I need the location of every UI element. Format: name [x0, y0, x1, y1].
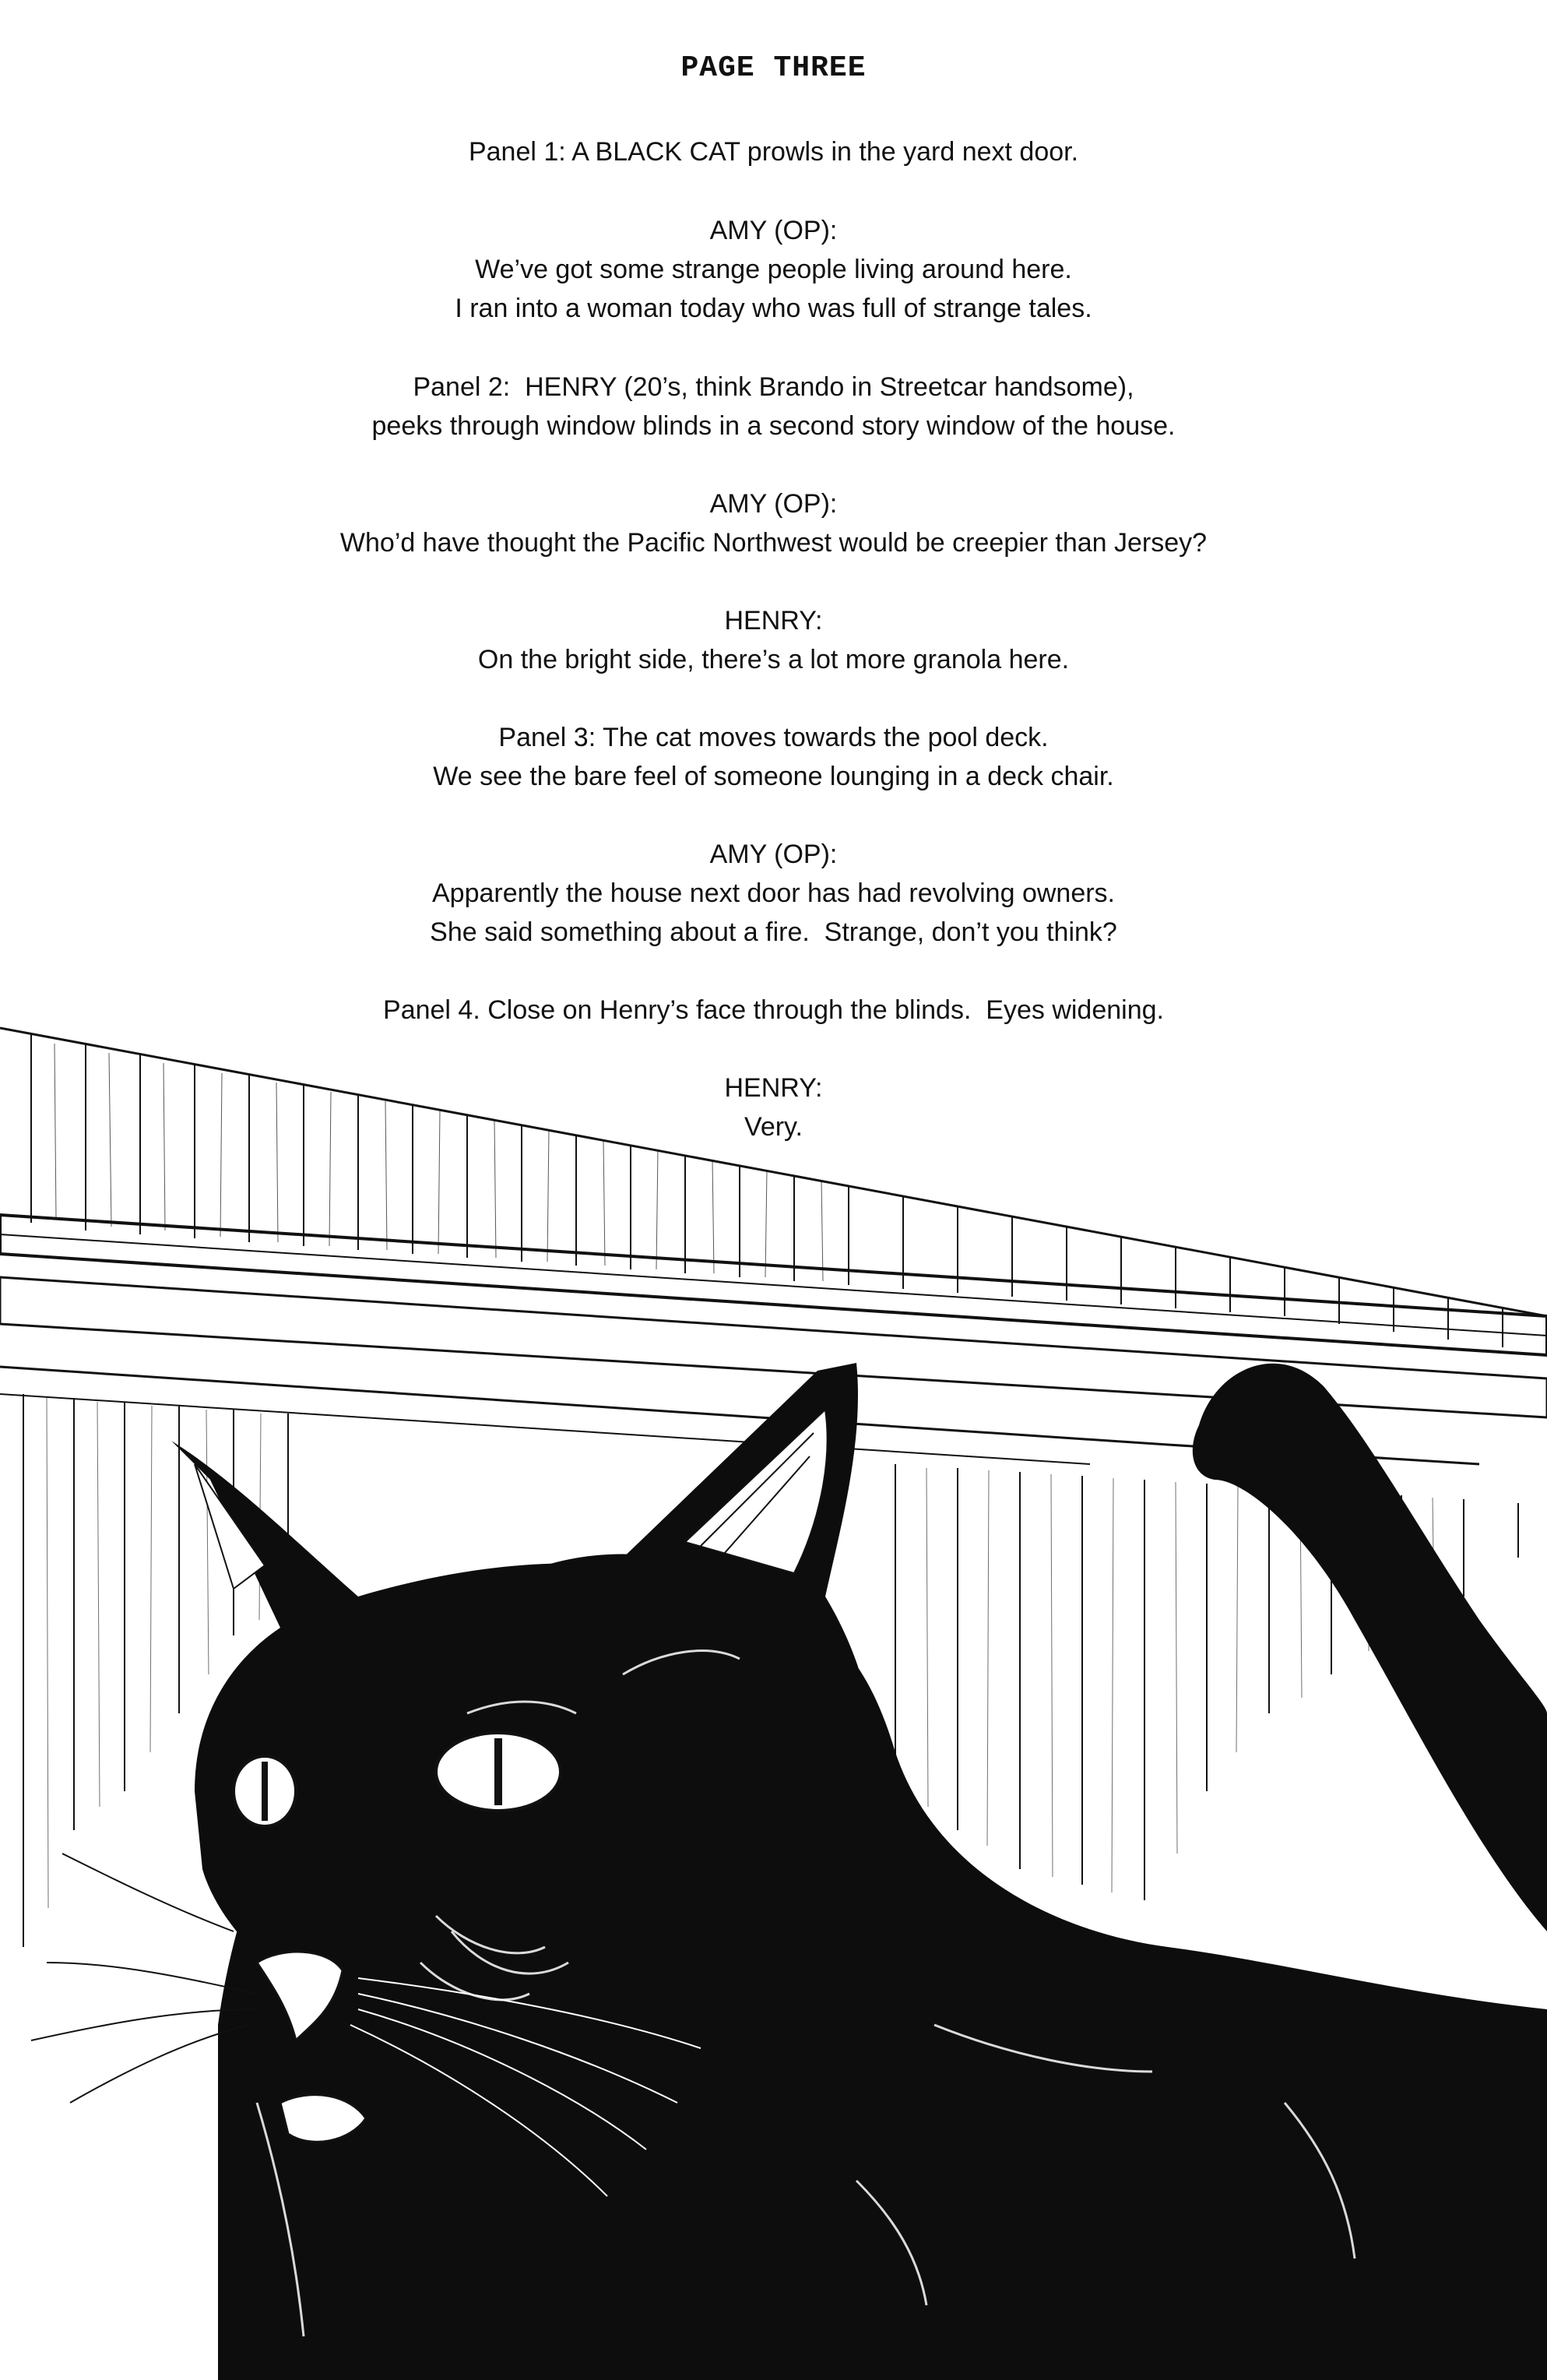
black-cat [31, 1363, 1547, 2380]
black-cat-fence-illustration [0, 1005, 1547, 2380]
dialogue-line: She said something about a fire. Strange, don’t you think? [430, 917, 1117, 947]
speaker-henry: HENRY: [724, 1073, 823, 1103]
speaker-amy: AMY (OP): [709, 216, 838, 245]
panel-3-description-cont: We see the bare feel of someone lounging in a deck chair. [433, 762, 1114, 791]
dialogue-line: I ran into a woman today who was full of strange tales. [455, 294, 1092, 323]
dialogue-line: Very. [744, 1112, 803, 1142]
dialogue-line: We’ve got some strange people living around here. [475, 255, 1072, 284]
panel-2-description: Panel 2: HENRY (20’s, think Brando in Streetcar handsome), [413, 372, 1134, 402]
dialogue-line: On the bright side, there’s a lot more granola here. [477, 645, 1070, 674]
panel-1-description: Panel 1: A BLACK CAT prowls in the yard next door. [468, 137, 1079, 167]
dialogue-line: Who’d have thought the Pacific Northwest would be creepier than Jersey? [339, 528, 1208, 558]
speaker-amy: AMY (OP): [709, 840, 838, 869]
panel-4-description: Panel 4. Close on Henry’s face through the blinds. Eyes widening. [383, 995, 1164, 1025]
dialogue-line: Apparently the house next door has had revolving owners. [432, 878, 1115, 908]
speaker-amy: AMY (OP): [709, 489, 838, 519]
speaker-henry: HENRY: [724, 606, 823, 635]
page-title: PAGE THREE [680, 51, 867, 85]
cat-tail [1193, 1364, 1547, 1931]
panel-3-description: Panel 3: The cat moves towards the pool deck. [498, 723, 1049, 752]
panel-2-description-cont: peeks through window blinds in a second story window of the house. [371, 411, 1176, 441]
